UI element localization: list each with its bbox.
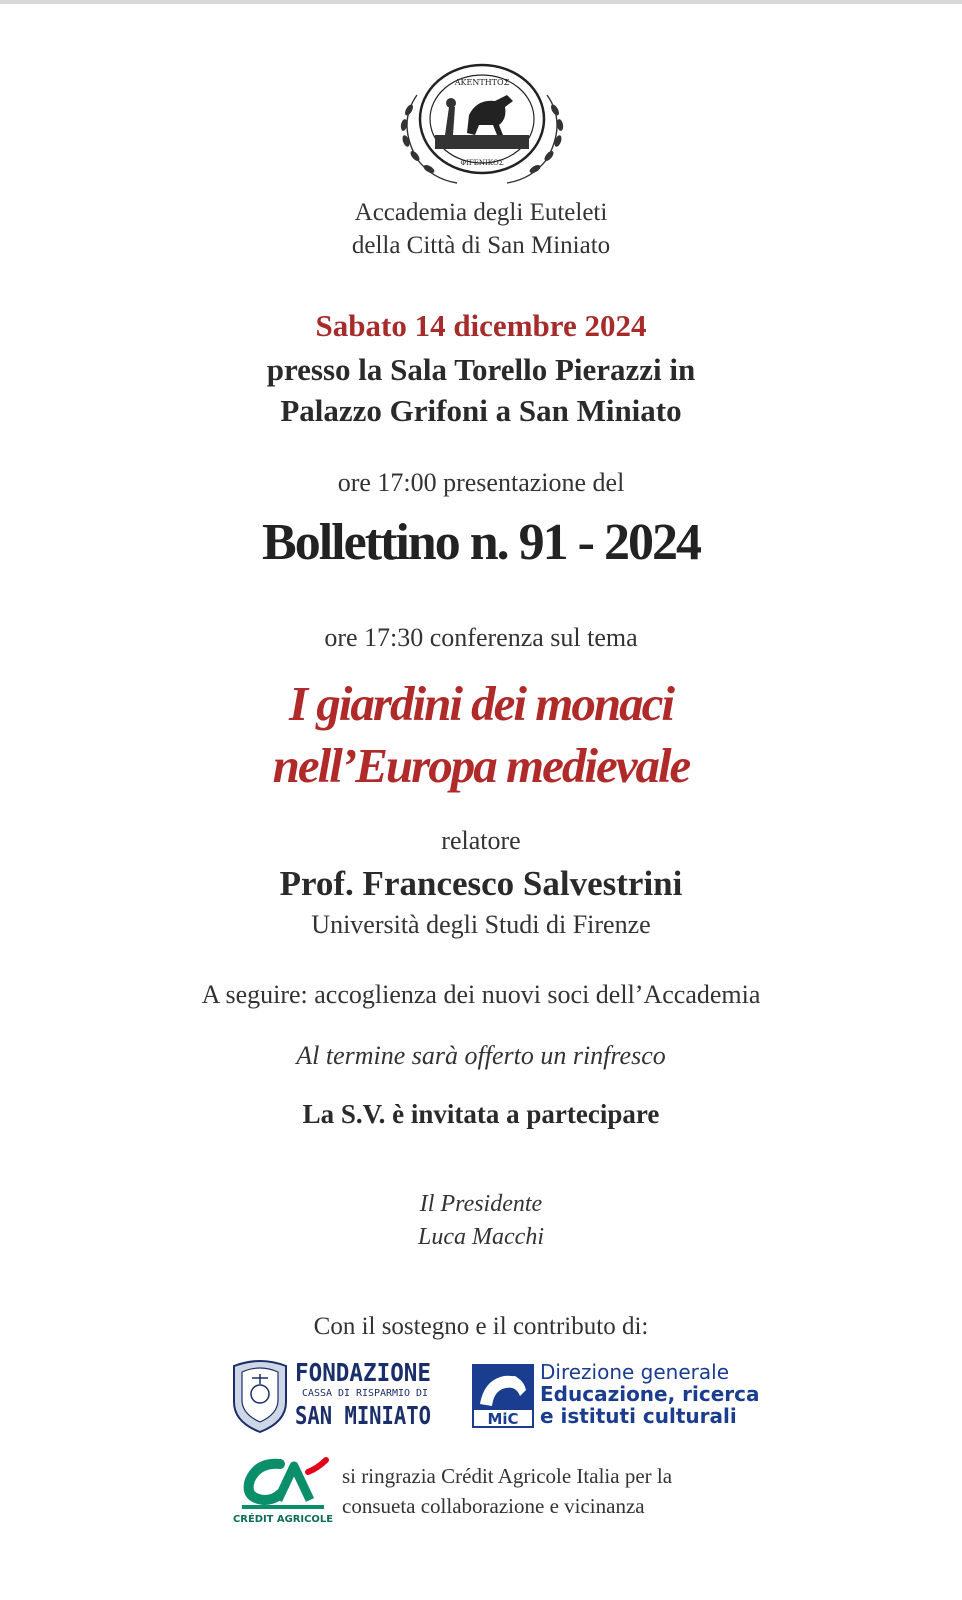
venue-line1: presso la Sala Torello Pierazzi in	[266, 352, 696, 387]
fondazione-logo	[228, 1356, 438, 1434]
presentation-time: ore 17:00 presentazione del	[337, 468, 625, 497]
follow-up-note: A seguire: accoglienza dei nuovi soci dell’Accademia	[201, 980, 761, 1009]
president-name: Luca Macchi	[418, 1224, 544, 1250]
bulletin-title: Bollettino n. 91 - 2024	[262, 514, 700, 571]
president-title: Il Presidente	[419, 1191, 543, 1217]
top-border	[0, 0, 962, 4]
mic-directorate	[540, 1361, 760, 1427]
conference-time: ore 17:30 conferenza sul tema	[324, 623, 638, 652]
credit-agricole-logo	[228, 1458, 338, 1528]
emblem-motto-top: AKENTHTOΣ	[454, 78, 510, 87]
invitation-line: La S.V. è invitata a partecipare	[302, 1099, 660, 1129]
emblem-motto-bottom: ΦΙΓΕΝΙΚΟΣ	[460, 159, 504, 167]
conference-theme	[0, 673, 962, 797]
academy-name-line1: Accademia degli Euteleti	[354, 199, 608, 226]
venue-line2: Palazzo Grifoni a San Miniato	[280, 393, 682, 428]
credit-agricole-wordmark: CRÉDIT AGRICOLE	[233, 1514, 329, 1525]
speaker-label: relatore	[441, 826, 521, 855]
speaker-name: Prof. Francesco Salvestrini	[279, 864, 683, 903]
theme-line2: nell’Europa medievale	[272, 738, 690, 793]
theme-line1: I giardini dei monaci	[288, 676, 674, 731]
mic-line2: Educazione, ricerca	[540, 1382, 760, 1406]
mic-badge: MiC	[487, 1410, 519, 1428]
thanks-line1: si ringrazia Crédit Agricole Italia per la	[342, 1464, 673, 1488]
academy-name-line2: della Città di San Miniato	[351, 232, 611, 259]
fondazione-line3: SAN MINIATO	[295, 1401, 431, 1430]
thanks-line2: consueta collaborazione e vicinanza	[342, 1494, 645, 1518]
fondazione-line1: FONDAZIONE	[295, 1358, 431, 1387]
refreshment-note: Al termine sarà offerto un rinfresco	[296, 1041, 666, 1070]
mic-line3: e istituti culturali	[540, 1404, 737, 1428]
fondazione-line2: CASSA DI RISPARMIO DI	[302, 1388, 428, 1399]
event-date: Sabato 14 dicembre 2024	[315, 308, 647, 343]
mic-line1: Direzione generale	[540, 1360, 729, 1384]
credit-agricole-thanks	[342, 1461, 672, 1521]
academy-name	[0, 196, 962, 262]
sponsors-intro: Con il sostegno e il contributo di:	[313, 1313, 649, 1340]
academy-emblem	[387, 55, 577, 191]
event-venue	[0, 349, 962, 431]
speaker-affiliation: Università degli Studi di Firenze	[311, 910, 651, 939]
president-signature	[0, 1188, 962, 1254]
